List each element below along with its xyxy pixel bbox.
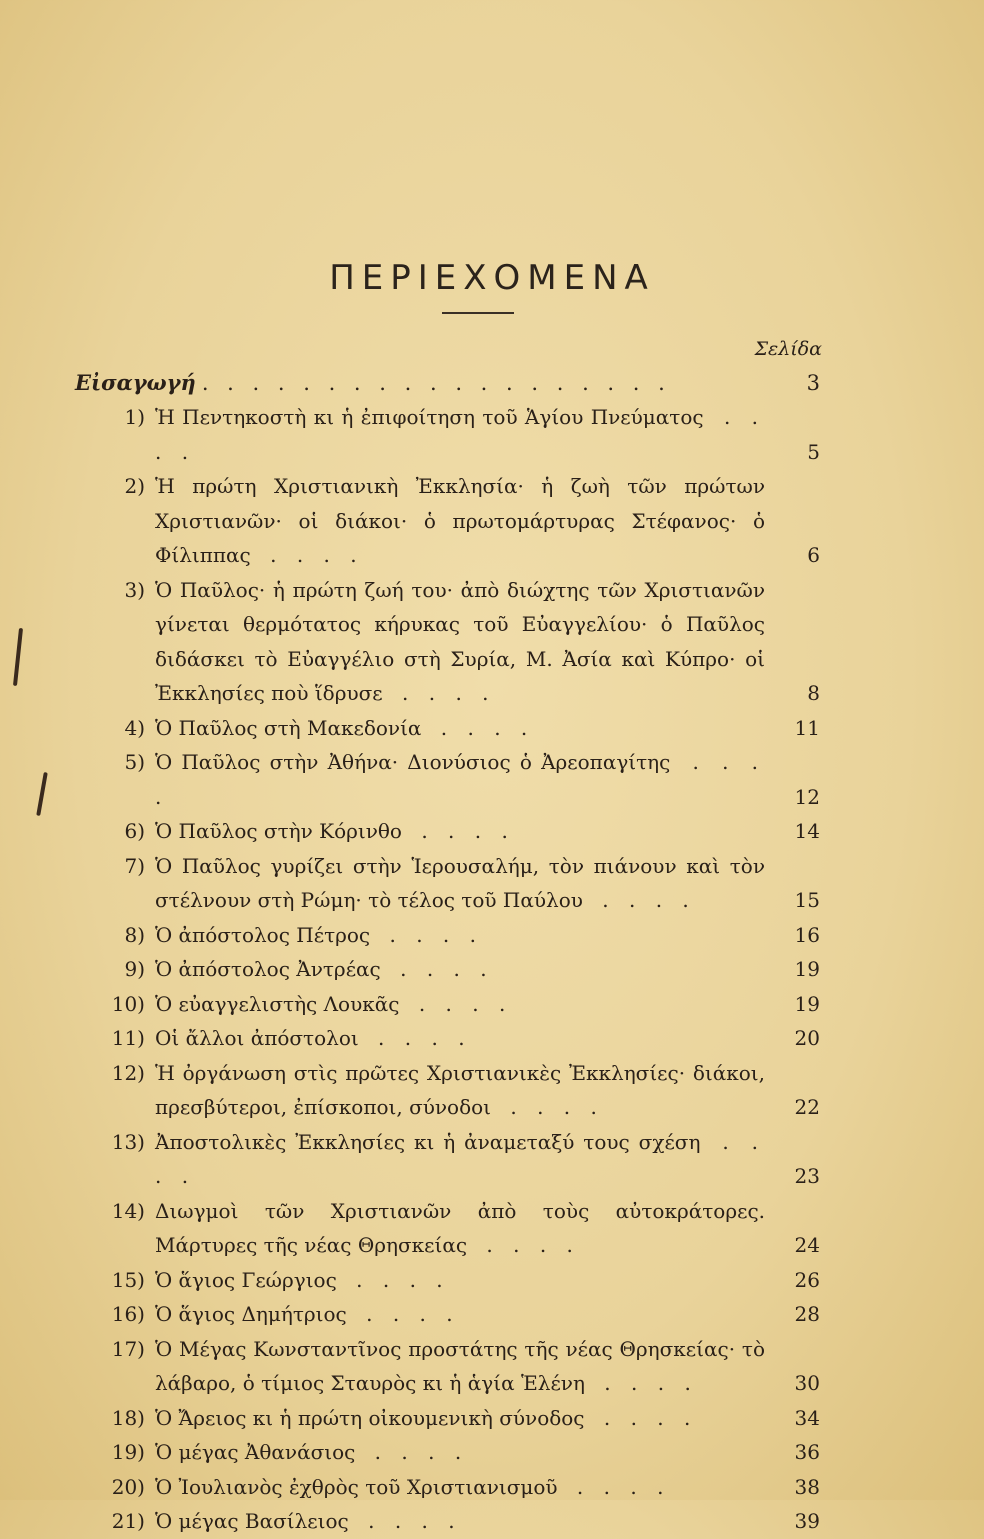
entry-title <box>155 1021 765 1056</box>
entry-title-text: Ὁ ἀπόστολος Πέτρος <box>155 922 371 947</box>
dot-leader: . . . . <box>427 715 535 740</box>
dot-leader: . . . . <box>497 1095 604 1119</box>
entry-title <box>155 1263 765 1298</box>
entry-title <box>155 400 765 469</box>
intro-page: 3 <box>806 371 820 395</box>
toc-entry <box>75 400 825 469</box>
dot-leader: . . . . <box>386 957 494 981</box>
entry-number: 21) <box>111 1509 145 1533</box>
entry-title-text: Ὁ ἀπόστολος Ἀντρέας <box>155 957 381 981</box>
entry-title-text: Ὁ Παῦλος στὴν Κόρινθο <box>155 819 402 843</box>
entry-page: 38 <box>794 1474 820 1499</box>
entry-title <box>155 814 765 849</box>
toc-entry <box>75 1125 825 1194</box>
entry-number: 15) <box>111 1267 145 1292</box>
dot-leader: . . . . <box>364 1026 472 1050</box>
entry-title <box>155 1056 765 1125</box>
dot-leader: . . . . <box>155 750 765 809</box>
entry-title <box>155 1194 765 1263</box>
entry-number: 8) <box>124 922 145 947</box>
dot-leader: . . . . <box>376 922 483 947</box>
entry-number: 20) <box>111 1474 145 1499</box>
toc-entry <box>75 1401 825 1436</box>
entry-title <box>155 1297 765 1332</box>
toc-entry <box>75 745 825 814</box>
entry-page: 36 <box>794 1440 820 1464</box>
entry-title <box>155 1470 765 1505</box>
entry-title-text: Ὁ μέγας Ἀθανάσιος <box>155 1440 356 1464</box>
toc-entry <box>75 1332 825 1401</box>
toc-entry <box>75 711 825 746</box>
toc-entry <box>75 1056 825 1125</box>
entry-title <box>155 1401 765 1436</box>
dot-leader: . . . . . . . . . . . . . . . . . . . <box>201 371 671 395</box>
toc-entry <box>75 1194 825 1263</box>
entry-number: 3) <box>124 577 145 602</box>
entry-page: 39 <box>794 1509 820 1533</box>
entry-page: 19 <box>794 991 820 1016</box>
dot-leader: . . . . <box>388 681 496 705</box>
entry-title <box>155 711 765 746</box>
entry-title <box>155 1435 765 1470</box>
entry-title <box>155 987 765 1022</box>
entry-title-text: Ὁ Παῦλος γυρίζει στὴν Ἱερουσαλήμ, τὸν πιάνουν καὶ τὸν στέλνουν στὴ Ρώμη· τὸ τέλος τοῦ Παύλου <box>155 853 765 912</box>
entry-page: 8 <box>807 681 820 705</box>
toc-entry <box>75 814 825 849</box>
entry-title-text: Ὁ Μέγας Κωνσταντῖνος προστάτης τῆς νέας Θρησκείας· τὸ λάβαρο, ὁ τίμιος Σταυρὸς κι ἡ ἁγία Ἑλένη <box>155 1336 765 1395</box>
dot-leader: . . . . <box>590 1405 698 1430</box>
entry-title <box>155 469 765 573</box>
entry-title <box>155 1125 765 1194</box>
entry-number: 19) <box>111 1440 145 1464</box>
entry-page: 28 <box>794 1302 820 1326</box>
toc-entry <box>75 849 825 918</box>
entry-number: 9) <box>124 957 145 981</box>
dot-leader: . . . . <box>352 1302 460 1326</box>
entry-page: 20 <box>794 1026 820 1050</box>
entry-title <box>155 1504 765 1539</box>
entry-title <box>155 918 765 953</box>
entry-page: 30 <box>794 1371 820 1395</box>
entry-title <box>155 952 765 987</box>
entry-title-text: Ὁ ἅγιος Γεώργιος <box>155 1267 337 1292</box>
entry-title-text: Ὁ Παῦλος· ἡ πρώτη ζωή του· ἀπὸ διώχτης τῶν Χριστιανῶν γίνεται θερμότατος κήρυκας τοῦ Εὐαγγελίου· ὁ Παῦλος διδάσκει τὸ Εὐαγγέλιο στὴ Συρία, Μ. Ἀσία καὶ Κύπρο· οἱ Ἐκκλησίες ποὺ ἵδρυσε <box>155 577 765 705</box>
entry-page: 23 <box>794 1164 820 1188</box>
toc-entry <box>75 573 825 711</box>
entry-title-text: Ὁ ἅγιος Δημήτριος <box>155 1302 347 1326</box>
toc-entry <box>75 987 825 1022</box>
dot-leader: . . . . <box>588 888 696 912</box>
entry-number: 13) <box>111 1129 145 1154</box>
entry-number: 12) <box>111 1060 145 1085</box>
entry-page: 24 <box>794 1233 820 1257</box>
toc-entry <box>75 1297 825 1332</box>
entry-title-text: Ὁ Ἄρειος κι ἡ πρώτη οἰκουμενικὴ σύνοδος <box>155 1405 585 1430</box>
entry-page: 6 <box>807 543 820 567</box>
dot-leader: . . . . <box>256 543 364 567</box>
entry-title <box>155 573 765 711</box>
entry-page: 14 <box>794 819 820 843</box>
dot-leader: . . . . <box>407 819 515 843</box>
entry-title-text: Ὁ εὐαγγελιστὴς Λουκᾶς <box>155 991 400 1016</box>
entry-number: 17) <box>111 1336 145 1361</box>
dot-leader: . . . . <box>473 1233 580 1257</box>
dot-leader: . . . . <box>155 1129 765 1188</box>
entry-number: 16) <box>111 1302 145 1326</box>
toc-entry <box>75 469 825 573</box>
table-of-contents <box>0 400 984 1539</box>
entry-number: 11) <box>111 1026 145 1050</box>
page-title: ΠΕΡΙΕΧΟΜΕΝΑ <box>329 258 655 298</box>
entry-page: 19 <box>794 957 820 981</box>
title-rule <box>442 312 514 314</box>
entry-title-text: Ἡ πρώτη Χριστιανικὴ Ἐκκλησία· ἡ ζωὴ τῶν πρώτων Χριστιανῶν· οἱ διάκοι· ὁ πρωτομάρτυρας Στέφανος· ὁ Φίλιππας <box>155 474 765 567</box>
entry-title <box>155 745 765 814</box>
entry-page: 22 <box>794 1095 820 1119</box>
toc-entry <box>75 1263 825 1298</box>
entry-number: 4) <box>124 715 145 740</box>
entry-page: 12 <box>794 784 820 809</box>
entry-title-text: Ὁ Ἰουλιανὸς ἐχθρὸς τοῦ Χριστιανισμοῦ <box>155 1474 558 1499</box>
dot-leader: . . . . <box>405 991 513 1016</box>
entry-title <box>155 849 765 918</box>
entry-title-text: Ἡ Πεντηκοστὴ κι ἡ ἐπιφοίτηση τοῦ Ἁγίου Πνεύματος <box>155 405 704 429</box>
toc-entry <box>75 1470 825 1505</box>
dot-leader: . . . . <box>590 1371 698 1395</box>
entry-page: 11 <box>794 715 820 740</box>
entry-number: 14) <box>111 1198 145 1223</box>
toc-entry <box>75 1435 825 1470</box>
entry-number: 2) <box>124 474 145 498</box>
entry-title-text: Ὁ Παῦλος στὴ Μακεδονία <box>155 715 422 740</box>
entry-number: 7) <box>124 853 145 878</box>
toc-entry <box>75 1504 825 1539</box>
toc-entry <box>75 1021 825 1056</box>
entry-title-text: Ὁ Παῦλος στὴν Ἀθήνα· Διονύσιος ὁ Ἀρεοπαγίτης <box>155 750 671 774</box>
intro-label: Εἰσαγωγή <box>75 370 196 395</box>
entry-number: 18) <box>111 1405 145 1430</box>
toc-entry <box>75 918 825 953</box>
entry-title-text: Οἱ ἄλλοι ἀπόστολοι <box>155 1026 359 1050</box>
intro-entry <box>75 368 825 398</box>
page-column-label: Σελίδα <box>754 338 822 360</box>
entry-number: 10) <box>111 991 145 1016</box>
dot-leader: . . . . <box>342 1267 450 1292</box>
dot-leader: . . . . <box>354 1509 462 1533</box>
entry-page: 15 <box>794 888 820 912</box>
entry-title <box>155 1332 765 1401</box>
entry-page: 26 <box>794 1267 820 1292</box>
entry-number: 1) <box>124 405 145 429</box>
entry-title-text: Διωγμοὶ τῶν Χριστιανῶν ἀπὸ τοὺς αὐτοκράτορες. Μάρτυρες τῆς νέας Θρησκείας <box>155 1198 765 1257</box>
dot-leader: . . . . <box>155 405 765 464</box>
entry-number: 5) <box>124 750 145 774</box>
dot-leader: . . . . <box>563 1474 671 1499</box>
entry-page: 34 <box>794 1405 820 1430</box>
toc-entry <box>75 952 825 987</box>
entry-page: 16 <box>794 922 820 947</box>
dot-leader: . . . . <box>361 1440 469 1464</box>
entry-page: 5 <box>807 439 820 464</box>
entry-title-text: Ἡ ὀργάνωση στὶς πρῶτες Χριστιανικὲς Ἐκκλησίες· διάκοι, πρεσβύτεροι, ἐπίσκοποι, σύνοδοι <box>155 1060 765 1119</box>
entry-title-text: Ὁ μέγας Βασίλειος <box>155 1509 349 1533</box>
entry-number: 6) <box>124 819 145 843</box>
entry-title-text: Ἀποστολικὲς Ἐκκλησίες κι ἡ ἀναμεταξύ τους σχέση <box>155 1129 701 1154</box>
